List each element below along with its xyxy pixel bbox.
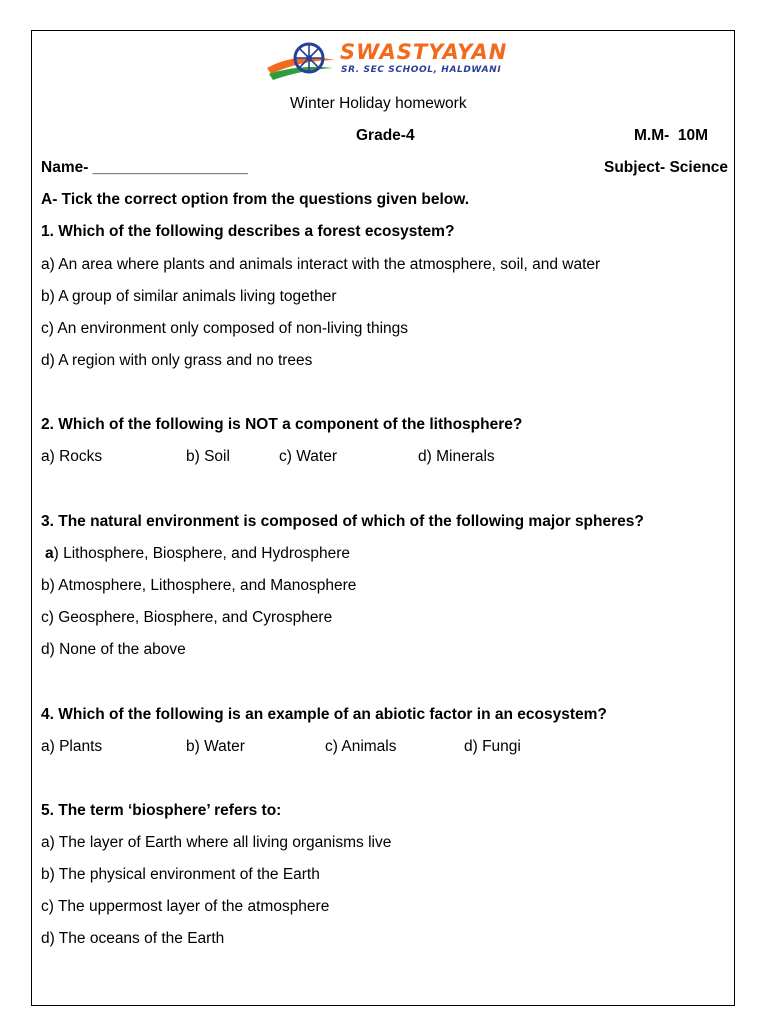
q4-option-a: a) Plants — [41, 738, 103, 755]
section-a-instruction: A- Tick the correct option from the questions given below. — [41, 191, 470, 208]
max-marks-label: M.M- 10M — [634, 127, 709, 144]
q3-option-a — [45, 544, 350, 564]
homework-title: Winter Holiday homework — [290, 95, 467, 112]
q1-option-c: c) An environment only composed of non-living things — [41, 320, 409, 337]
grade-label: Grade-4 — [356, 127, 415, 144]
q3-option-d: d) None of the above — [41, 641, 186, 658]
name-field-label: Name- __________________ — [41, 159, 248, 176]
q5-option-a: a) The layer of Earth where all living organisms live — [41, 834, 392, 851]
q1-option-d: d) A region with only grass and no trees — [41, 352, 313, 369]
question-5: 5. The term ‘biosphere’ refers to: — [41, 802, 282, 819]
q3-option-c: c) Geosphere, Biosphere, and Cyrosphere — [41, 609, 333, 626]
q4-option-d: d) Fungi — [464, 738, 521, 755]
question-1: 1. Which of the following describes a forest ecosystem? — [41, 223, 455, 240]
logo-emblem-icon — [265, 38, 339, 82]
subject-label: Subject- Science — [604, 159, 729, 176]
question-3: 3. The natural environment is composed of which of the following major spheres? — [41, 513, 644, 530]
q5-option-b: b) The physical environment of the Earth — [41, 866, 320, 883]
q4-option-b: b) Water — [186, 738, 245, 755]
question-4: 4. Which of the following is an example of an abiotic factor in an ecosystem? — [41, 706, 607, 723]
q3-option-a-letter: a — [45, 545, 54, 562]
q3-option-b: b) Atmosphere, Lithosphere, and Manosphere — [41, 577, 357, 594]
q2-option-a: a) Rocks — [41, 448, 103, 465]
q1-option-b: b) A group of similar animals living together — [41, 288, 337, 305]
q2-option-d: d) Minerals — [418, 448, 495, 465]
logo-school-name: SWASTYAYAN — [340, 40, 508, 64]
q2-option-c: c) Water — [279, 448, 337, 465]
q4-option-c: c) Animals — [325, 738, 397, 755]
question-2: 2. Which of the following is NOT a component of the lithosphere? — [41, 416, 523, 433]
logo-school-subtitle: SR. SEC SCHOOL, HALDWANI — [341, 65, 502, 75]
q5-option-c: c) The uppermost layer of the atmosphere — [41, 898, 330, 915]
school-logo — [265, 38, 525, 82]
q1-option-a: a) An area where plants and animals interact with the atmosphere, soil, and water — [41, 256, 601, 273]
q3-option-a-text: ) Lithosphere, Biosphere, and Hydrosphere — [53, 545, 351, 562]
q5-option-d: d) The oceans of the Earth — [41, 930, 225, 947]
q2-option-b: b) Soil — [186, 448, 230, 465]
